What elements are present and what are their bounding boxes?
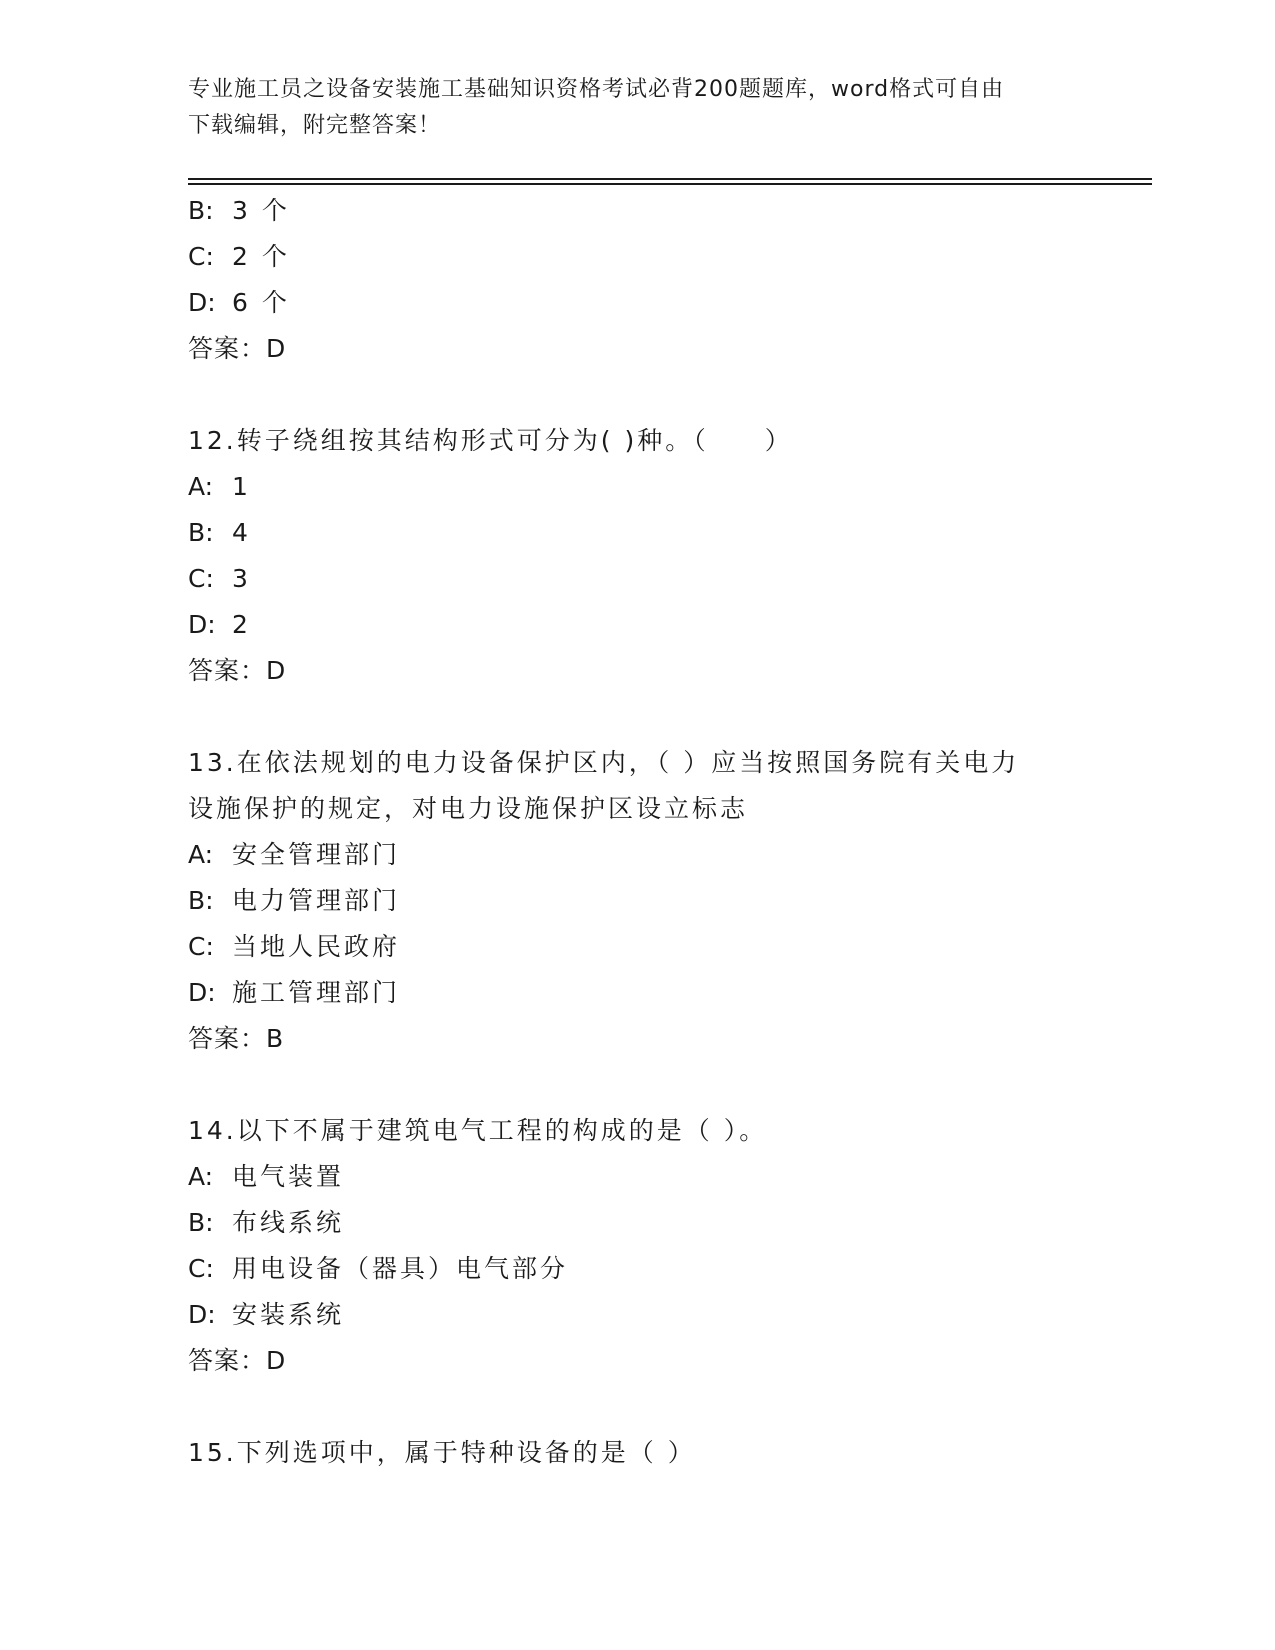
document-header: [188, 72, 1088, 144]
option-key: D:: [188, 288, 216, 317]
option-key: D:: [188, 978, 216, 1007]
option-text: 3 个: [232, 196, 290, 225]
option-key: B:: [188, 196, 214, 225]
option-text: 安装系统: [232, 1300, 345, 1329]
option-key: B:: [188, 1208, 214, 1237]
question-12: [188, 418, 1148, 694]
option-key: A:: [188, 1162, 214, 1191]
answer-line: 答案：D: [188, 334, 287, 363]
spacer: [188, 1384, 1148, 1430]
option-a: [188, 1154, 1148, 1200]
option-a: [188, 832, 1148, 878]
spacer: [188, 1062, 1148, 1108]
option-text: 电气装置: [232, 1162, 345, 1191]
question-list: [188, 188, 1148, 1476]
option-key: A:: [188, 840, 214, 869]
option-d: [188, 280, 1148, 326]
option-text: 1: [232, 472, 251, 501]
option-key: A:: [188, 472, 214, 501]
option-a: [188, 464, 1148, 510]
option-text: 电力管理部门: [232, 886, 401, 915]
option-key: C:: [188, 564, 214, 593]
option-c: [188, 234, 1148, 280]
option-b: [188, 510, 1148, 556]
header-line-1: 专业施工员之设备安装施工基础知识资格考试必背200题题库，word格式可自由: [188, 77, 1005, 102]
question-text: 12.转子绕组按其结构形式可分为( )种。（ ）: [188, 426, 793, 455]
answer-line: 答案：B: [188, 1024, 285, 1053]
option-d: [188, 602, 1148, 648]
answer-line: 答案：D: [188, 656, 287, 685]
option-text: 4: [232, 518, 251, 547]
option-text: 6 个: [232, 288, 290, 317]
option-d: [188, 970, 1148, 1016]
answer-line: 答案：D: [188, 1346, 287, 1375]
option-c: [188, 556, 1148, 602]
question-text: 14.以下不属于建筑电气工程的构成的是（ ）。: [188, 1116, 768, 1145]
option-b: [188, 878, 1148, 924]
option-text: 用电设备（器具）电气部分: [232, 1254, 569, 1283]
option-text: 安全管理部门: [232, 840, 401, 869]
option-c: [188, 924, 1148, 970]
option-text: 当地人民政府: [232, 932, 401, 961]
option-b: [188, 1200, 1148, 1246]
option-d: [188, 1292, 1148, 1338]
option-text: 3: [232, 564, 251, 593]
option-key: C:: [188, 1254, 214, 1283]
question-text-continued: 设施保护的规定，对电力设施保护区设立标志: [188, 794, 749, 823]
option-text: 布线系统: [232, 1208, 345, 1237]
header-divider-bottom: [188, 183, 1152, 185]
question-14: [188, 1108, 1148, 1384]
spacer: [188, 372, 1148, 418]
option-b: [188, 188, 1148, 234]
question-text: 13.在依法规划的电力设备保护区内，（ ）应当按照国务院有关电力: [188, 748, 1020, 777]
option-text: 施工管理部门: [232, 978, 401, 1007]
partial-question: [188, 188, 1148, 372]
question-15: [188, 1430, 1148, 1476]
option-text: 2: [232, 610, 251, 639]
option-key: B:: [188, 518, 214, 547]
option-c: [188, 1246, 1148, 1292]
option-key: C:: [188, 932, 214, 961]
option-key: B:: [188, 886, 214, 915]
spacer: [188, 694, 1148, 740]
option-text: 2 个: [232, 242, 290, 271]
header-divider-top: [188, 178, 1152, 180]
option-key: D:: [188, 1300, 216, 1329]
question-text: 15.下列选项中，属于特种设备的是（ ）: [188, 1438, 696, 1467]
header-line-2: 下载编辑，附完整答案！: [188, 113, 442, 138]
option-key: D:: [188, 610, 216, 639]
option-key: C:: [188, 242, 214, 271]
question-13: [188, 740, 1148, 1062]
